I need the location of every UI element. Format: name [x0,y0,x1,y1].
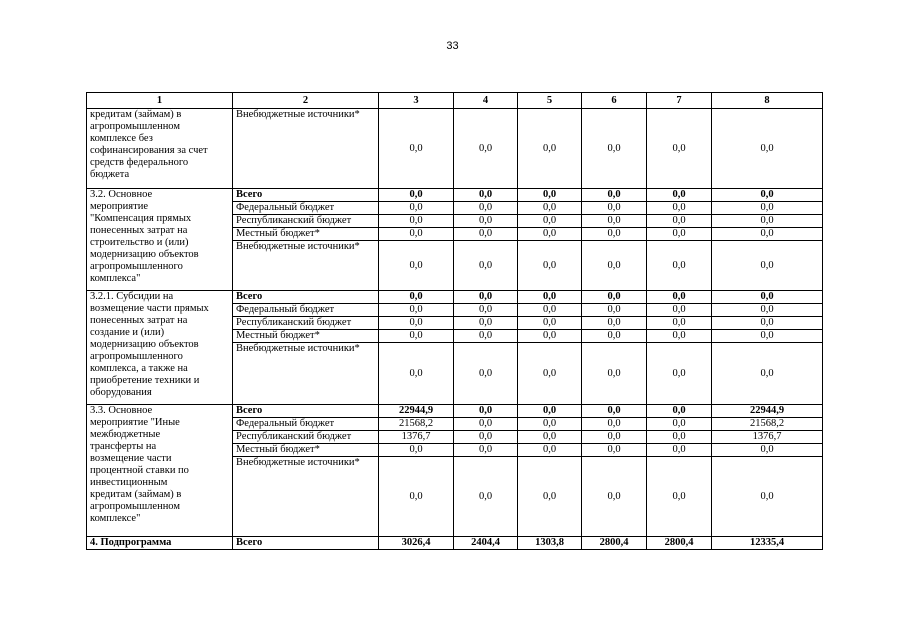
funding-source-cell: Местный бюджет* [233,444,379,457]
value-cell: 0,0 [647,241,712,291]
value-cell: 0,0 [454,109,518,189]
value-cell: 0,0 [582,317,647,330]
value-cell: 0,0 [518,304,582,317]
value-cell: 0,0 [712,215,823,228]
funding-source-cell: Республиканский бюджет [233,215,379,228]
funding-source-cell: Внебюджетные источники* [233,457,379,537]
table-row [87,109,823,189]
value-cell: 0,0 [647,228,712,241]
funding-source-cell: Местный бюджет* [233,330,379,343]
value-cell: 0,0 [582,343,647,405]
activity-name-cell: 3.2. Основное мероприятие "Компенсация прямых понесенных затрат на строительство и (или) модернизацию объектов агропромышленного комплекса" [87,189,233,291]
value-cell: 22944,9 [379,405,454,418]
value-cell: 0,0 [454,457,518,537]
activity-name-cell: кредитам (займам) в агропромышленном комплексе без софинансирования за счет средств федерального бюджета [87,109,233,189]
value-cell: 0,0 [454,215,518,228]
value-cell: 0,0 [518,444,582,457]
value-cell: 0,0 [647,444,712,457]
value-cell: 21568,2 [379,418,454,431]
value-cell: 0,0 [518,431,582,444]
value-cell: 21568,2 [712,418,823,431]
value-cell: 1303,8 [518,537,582,550]
column-header: 4 [454,93,518,109]
value-cell: 0,0 [647,405,712,418]
value-cell: 0,0 [518,343,582,405]
column-header: 8 [712,93,823,109]
value-cell: 0,0 [582,431,647,444]
budget-table [86,92,823,550]
funding-source-cell: Федеральный бюджет [233,202,379,215]
value-cell: 0,0 [518,228,582,241]
column-header: 1 [87,93,233,109]
value-cell: 0,0 [582,189,647,202]
funding-source-cell: Внебюджетные источники* [233,343,379,405]
table-row [87,291,823,304]
value-cell: 0,0 [647,189,712,202]
value-cell: 0,0 [647,457,712,537]
value-cell: 0,0 [647,343,712,405]
value-cell: 0,0 [712,241,823,291]
funding-source-cell: Республиканский бюджет [233,317,379,330]
value-cell: 2800,4 [582,537,647,550]
value-cell: 0,0 [582,109,647,189]
table-row [87,537,823,550]
value-cell: 0,0 [647,109,712,189]
column-header: 7 [647,93,712,109]
activity-name-cell: 3.2.1. Субсидии на возмещение части прямых понесенных затрат на создание и (или) модернизацию объектов агропромышленного комплекса, а также на приобретение техники и оборудования [87,291,233,405]
value-cell: 0,0 [647,317,712,330]
value-cell: 0,0 [712,109,823,189]
value-cell: 3026,4 [379,537,454,550]
value-cell: 0,0 [518,241,582,291]
value-cell: 0,0 [647,330,712,343]
value-cell: 0,0 [582,457,647,537]
value-cell: 0,0 [712,291,823,304]
value-cell: 0,0 [647,291,712,304]
value-cell: 0,0 [518,317,582,330]
value-cell: 0,0 [518,215,582,228]
activity-name-cell: 4. Подпрограмма [87,537,233,550]
value-cell: 0,0 [712,330,823,343]
funding-source-cell: Республиканский бюджет [233,431,379,444]
value-cell: 0,0 [712,304,823,317]
value-cell: 0,0 [454,291,518,304]
value-cell: 0,0 [379,330,454,343]
value-cell: 0,0 [582,215,647,228]
value-cell: 0,0 [582,418,647,431]
funding-source-cell: Всего [233,405,379,418]
value-cell: 0,0 [518,109,582,189]
value-cell: 0,0 [454,304,518,317]
value-cell: 0,0 [454,405,518,418]
value-cell: 2404,4 [454,537,518,550]
value-cell: 0,0 [518,405,582,418]
value-cell: 0,0 [582,330,647,343]
funding-source-cell: Федеральный бюджет [233,304,379,317]
value-cell: 0,0 [454,189,518,202]
value-cell: 0,0 [647,304,712,317]
value-cell: 0,0 [379,215,454,228]
funding-source-cell: Внебюджетные источники* [233,241,379,291]
table-row [87,405,823,418]
value-cell: 0,0 [712,317,823,330]
value-cell: 0,0 [518,457,582,537]
value-cell: 0,0 [454,330,518,343]
column-header: 5 [518,93,582,109]
value-cell: 0,0 [712,343,823,405]
value-cell: 0,0 [379,304,454,317]
value-cell: 0,0 [582,291,647,304]
table-row [87,189,823,202]
value-cell: 0,0 [712,189,823,202]
value-cell: 0,0 [647,202,712,215]
value-cell: 0,0 [712,444,823,457]
value-cell: 0,0 [518,202,582,215]
value-cell: 0,0 [454,241,518,291]
value-cell: 0,0 [379,291,454,304]
value-cell: 0,0 [582,202,647,215]
value-cell: 0,0 [379,228,454,241]
table-body [87,109,823,550]
value-cell: 22944,9 [712,405,823,418]
value-cell: 0,0 [454,343,518,405]
activity-name-cell: 3.3. Основное мероприятие "Иные межбюджетные трансферты на возмещение части процентной ставки по инвестиционным кредитам (займам) в агропромышленном комплексе" [87,405,233,537]
funding-source-cell: Всего [233,189,379,202]
value-cell: 0,0 [454,228,518,241]
value-cell: 0,0 [582,304,647,317]
value-cell: 0,0 [379,189,454,202]
page-number: 33 [446,40,459,52]
funding-source-cell: Внебюджетные источники* [233,109,379,189]
value-cell: 0,0 [379,202,454,215]
value-cell: 0,0 [712,228,823,241]
header-row [87,93,823,109]
value-cell: 0,0 [379,444,454,457]
value-cell: 0,0 [647,418,712,431]
value-cell: 0,0 [379,457,454,537]
value-cell: 0,0 [518,330,582,343]
value-cell: 0,0 [454,317,518,330]
value-cell: 0,0 [582,241,647,291]
funding-source-cell: Федеральный бюджет [233,418,379,431]
value-cell: 0,0 [647,431,712,444]
funding-source-cell: Местный бюджет* [233,228,379,241]
value-cell: 0,0 [712,202,823,215]
value-cell: 0,0 [379,343,454,405]
value-cell: 2800,4 [647,537,712,550]
value-cell: 0,0 [518,189,582,202]
value-cell: 0,0 [379,241,454,291]
value-cell: 0,0 [582,444,647,457]
value-cell: 1376,7 [712,431,823,444]
funding-source-cell: Всего [233,537,379,550]
value-cell: 1376,7 [379,431,454,444]
value-cell: 0,0 [712,457,823,537]
column-header: 6 [582,93,647,109]
value-cell: 0,0 [454,418,518,431]
column-header: 2 [233,93,379,109]
value-cell: 0,0 [379,317,454,330]
value-cell: 0,0 [518,418,582,431]
value-cell: 0,0 [518,291,582,304]
value-cell: 0,0 [647,215,712,228]
value-cell: 0,0 [454,431,518,444]
value-cell: 0,0 [454,444,518,457]
column-header: 3 [379,93,454,109]
value-cell: 0,0 [582,405,647,418]
value-cell: 0,0 [454,202,518,215]
funding-source-cell: Всего [233,291,379,304]
value-cell: 0,0 [582,228,647,241]
value-cell: 12335,4 [712,537,823,550]
value-cell: 0,0 [379,109,454,189]
